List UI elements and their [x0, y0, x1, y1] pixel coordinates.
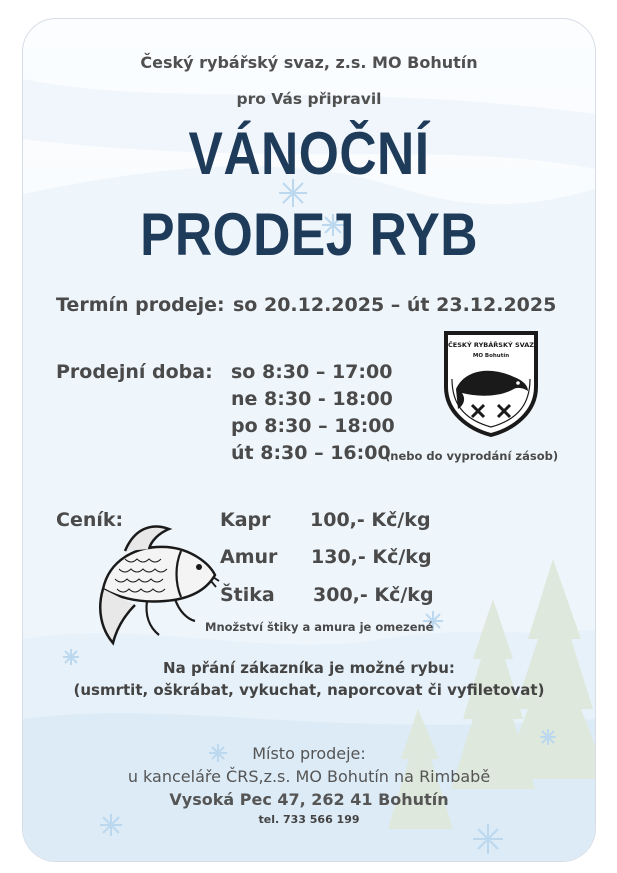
price-value: 300,- Kč/kg [313, 584, 434, 606]
location-address: Vysoká Pec 47, 262 41 Bohutín [169, 790, 449, 809]
term-value: so 20.12.2025 – út 23.12.2025 [233, 294, 557, 316]
title-line-2: PRODEJ RYB [140, 201, 478, 268]
club-emblem-icon [442, 327, 540, 439]
price-fish-name: Amur [220, 546, 278, 568]
hours-label: Prodejní doba: [56, 361, 213, 383]
price-value: 100,- Kč/kg [310, 509, 431, 531]
request-line-2: (usmrtit, oškrábat, vykuchat, naporcovat či vyfiletovat) [73, 681, 545, 699]
title-line-1: VÁNOČNÍ [188, 120, 430, 187]
prepared-text: pro Vás připravil [236, 90, 382, 108]
poster-card [22, 18, 596, 862]
organization-name: Český rybářský svaz, z.s. MO Bohutín [140, 53, 478, 72]
request-line-1: Na přání zákazníka je možné rybu: [163, 659, 455, 677]
prices-label: Ceník: [56, 509, 124, 531]
price-value: 130,- Kč/kg [311, 546, 432, 568]
prices-note: Množství štiky a amura je omezené [205, 620, 434, 634]
svg-text:MO Bohutín: MO Bohutín [472, 353, 510, 359]
term-label: Termín prodeje: [56, 294, 225, 316]
carp-fish-icon [95, 519, 221, 649]
hours-line: út 8:30 – 16:00 [231, 442, 391, 464]
location-place: u kanceláře ČRS,z.s. MO Bohutín na Rimbabě [127, 767, 491, 786]
svg-text:ČESKÝ RYBÁŘSKÝ SVAZ: ČESKÝ RYBÁŘSKÝ SVAZ [448, 341, 534, 349]
hours-line: po 8:30 – 18:00 [231, 415, 395, 437]
hours-line: so 8:30 – 17:00 [231, 361, 393, 383]
location-phone: tel. 733 566 199 [258, 813, 360, 826]
price-fish-name: Kapr [220, 509, 271, 531]
hours-line: ne 8:30 - 18:00 [231, 388, 393, 410]
hours-note: (nebo do vyprodání zásob) [385, 449, 559, 463]
location-label: Místo prodeje: [252, 744, 366, 763]
price-fish-name: Štika [220, 584, 275, 606]
